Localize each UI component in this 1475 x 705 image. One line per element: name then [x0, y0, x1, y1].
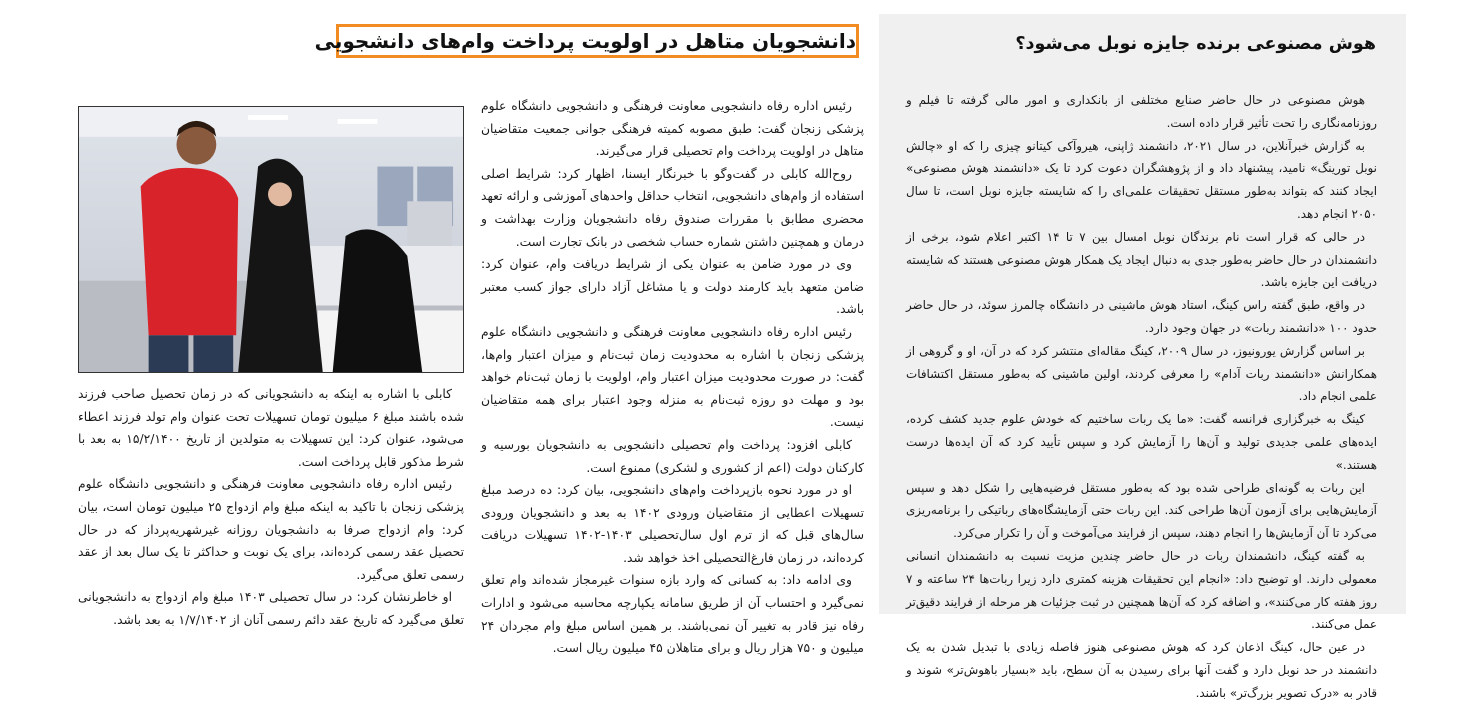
- sidebar-body: [906, 89, 1377, 700]
- article-paragraph: رئیس اداره رفاه دانشجویی معاونت فرهنگی و دانشجویی دانشگاه علوم پزشکی زنجان با تاکید به اینکه مبلغ وام ازدواج ۲۵ میلیون تومان است، بیان کرد: وام ازدواج صرفا به دانشجویان روزانه غیرشهریه‌پرداز که در حال تحصیل عقد رسمی کرده‌اند، برای یک نوبت و حداکثر تا یک سال بعد از عقد رسمی تعلق می‌گیرد.: [78, 477, 464, 582]
- decoration: [407, 201, 452, 246]
- ceiling: [79, 107, 463, 137]
- ceiling-light: [248, 115, 288, 120]
- article-paragraph: وی ادامه داد: به کسانی که وارد بازه سنوات غیرمجاز شده‌اند وام تعلق نمی‌گیرد و احتساب آن از طریق سامانه یکپارچه محاسبه می‌شود و ادارات رفاه نیز قادر به تغییر آن نمی‌باشند. بر همین اساس مبلغ وام مجردان ۲۴ میلیون و ۷۵۰ هزار ریال و برای متاهلان ۴۵ میلیون ریال است.: [481, 573, 864, 656]
- article-middle-column: [481, 95, 864, 656]
- sidebar-paragraph: هوش مصنوعی در حال حاضر صنایع مختلفی از بانکداری و امور مالی گرفته تا فیلم و روزنامه‌نگاری را تحت تأثیر قرار داده است.: [906, 93, 1377, 130]
- article-paragraph: کابلی با اشاره به اینکه به دانشجویانی که در زمان تحصیل صاحب فرزند شده باشند مبلغ ۶ میلیون تومان تسهیلات تحت عنوان وام تولد فرزند اعطاء می‌شود، عنوان کرد: این تسهیلات به متولدین از تاریخ ۱۵/۲/۱۴۰۰ به بعد با شرط مذکور قابل پرداخت است.: [78, 387, 464, 469]
- article-paragraph: او در مورد نحوه بازپرداخت وام‌های دانشجویی، بیان کرد: ده درصد مبلغ تسهیلات اعطایی از متقاضیان ورودی ۱۴۰۲ به بعد و دانشجویان ورودی سال‌های قبل که از ترم اول سال‌تحصیلی ۱۴۰۳-۱۴۰۲ تسهیلات دریافت کرده‌اند، در زمان فارغ‌التحصیلی اخذ خواهد شد.: [481, 483, 864, 565]
- sidebar-paragraph: این ربات به گونه‌ای طراحی شده بود که به‌طور مستقل فرضیه‌هایی را شکل دهد و سپس آزمایش‌هایی برای آزمون آن‌ها طراحی کند. این ربات حتی آزمایشگاه‌های رباتیکی را برنامه‌ریزی می‌کرد تا آن آزمایش‌ها را انجام دهند، سپس از فرایند می‌آموخت و آن را تکرار می‌کرد.: [906, 480, 1377, 541]
- article-photo: [78, 106, 464, 373]
- sidebar-paragraph: کینگ به خبرگزاری فرانسه گفت: «ما یک ربات ساختیم که خودش علوم جدید کشف کرده، ایده‌های علمی جدیدی تولید و آن‌ها را آزمایش کرد و سپس تأیید کرد که آن ایده‌ها درست هستند.»: [906, 412, 1377, 472]
- sidebar-paragraph: بر اساس گزارش یورونیوز، در سال ۲۰۰۹، کینگ مقاله‌ای منتشر کرد که در آن، او و گروهی از همکارانش «دانشمند ربات آدام» را معرفی کردند، اولین ماشینی که به‌طور مستقل اکتشافات علمی انجام داد.: [906, 343, 1377, 404]
- article-paragraph: او خاطرنشان کرد: در سال تحصیلی ۱۴۰۳ مبلغ وام ازدواج به دانشجویانی تعلق می‌گیرد که تاریخ عقد دائم رسمی آنان از ۱/۷/۱۴۰۲ به بعد باشد.: [78, 590, 464, 627]
- photo-illustration: [79, 107, 463, 372]
- main-headline: دانشجویان متاهل در اولویت پرداخت وام‌های دانشجویی: [336, 24, 859, 58]
- article-paragraph: روح‌الله کابلی در گفت‌وگو با خبرنگار ایسنا، اظهار کرد: شرایط اصلی استفاده از وام‌های دانشجویی، انتخاب حداقل واحدهای آموزشی و ارائه تعهد محضری مطابق با مقررات صندوق رفاه دانشجویان وزارت بهداشت و درمان و همچنین داشتن شماره حساب شخصی در بانک تجارت است.: [481, 166, 864, 249]
- sidebar-title: هوش مصنوعی برنده جایزه نوبل می‌شود؟: [1015, 34, 1376, 54]
- sidebar-paragraph: در واقع، طبق گفته راس کینگ، استاد هوش ماشینی در دانشگاه چالمرز سوئد، در حال حاضر حدود ۱۰۰ «دانشمند ربات» در جهان وجود دارد.: [906, 298, 1377, 335]
- article-paragraph: رئیس اداره رفاه دانشجویی معاونت فرهنگی و دانشجویی دانشگاه علوم پزشکی زنجان با اشاره به محدودیت زمان ثبت‌نام و میزان اعتبار وام‌ها، گفت: در صورت محدودیت میزان اعتبار وام، اولویت با زمان ثبت‌نام خواهد بود و مهلت دو روزه ثبت‌نام به منزله وجود اعتبار برای همه متقاضیان نیست.: [481, 324, 864, 430]
- sidebar-paragraph: در عین حال، کینگ اذعان کرد که هوش مصنوعی هنوز فاصله زیادی با تبدیل شدن به یک دانشمند در حد نوبل دارد و گفت آنها برای رسیدن به آن سطح، باید «بسیار باهوش‌تر» شوند و قادر به «درک تصویر بزرگ‌تر» باشند.: [906, 640, 1377, 700]
- article-paragraph: وی در مورد ضامن به عنوان یکی از شرایط دریافت وام، عنوان کرد: ضامن متعهد باید کارمند دولت و یا مشاغل آزاد دارای جواز کسب معتبر باشد.: [481, 257, 864, 317]
- sidebar-paragraph: به گفته کینگ، دانشمندان ربات در حال حاضر چندین مزیت نسبت به دانشمندان انسانی معمولی دارند. او توضیح داد: «انجام این تحقیقات هزینه کمتری دارد زیرا ربات‌ها ۲۴ ساعته و ۷ روز هفته کار می‌کنند»، و اضافه کرد که آن‌ها همچنین در ثبت جزئیات هر مرحله از فرایند دقیق‌تر عمل می‌کنند.: [906, 548, 1377, 632]
- sidebar-paragraph: در حالی که قرار است نام برندگان نوبل امسال بین ۷ تا ۱۴ اکتبر اعلام شود، برخی از دانشمندان در حال حاضر به‌طور جدی به دنبال ایجاد یک همکار هوش مصنوعی هستند که شایسته دریافت این جایزه باشد.: [906, 229, 1377, 290]
- ceiling-light: [338, 119, 378, 124]
- article-left-column: [78, 383, 464, 627]
- article-paragraph: کابلی افزود: پرداخت وام تحصیلی دانشجویی به دانشجویان بورسیه و کارکنان دولت (اعم از کشوری و لشکری) ممنوع است.: [481, 437, 864, 475]
- article-paragraph: رئیس اداره رفاه دانشجویی معاونت فرهنگی و دانشجویی دانشگاه علوم پزشکی زنجان گفت: طبق مصوبه کمیته فرهنگی جوانی جمعیت متقاضیان متاهل در اولویت پرداخت وام تحصیلی قرار می‌گیرند.: [481, 99, 864, 159]
- sidebar-paragraph: به گزارش خبرآنلاین، در سال ۲۰۲۱، دانشمند ژاپنی، هیروآکی کیتانو چیزی را که او «چالش نوبل تورینگ» نامید، پیشنهاد داد و از پژوهشگران دعوت کرد تا یک «دانشمند هوش مصنوعی» ایجاد کنند که بتواند به‌طور مستقل تحقیقات علمی‌ای را که شایسته جایزه نوبل است، تا سال ۲۰۵۰ انجام دهد.: [906, 138, 1377, 221]
